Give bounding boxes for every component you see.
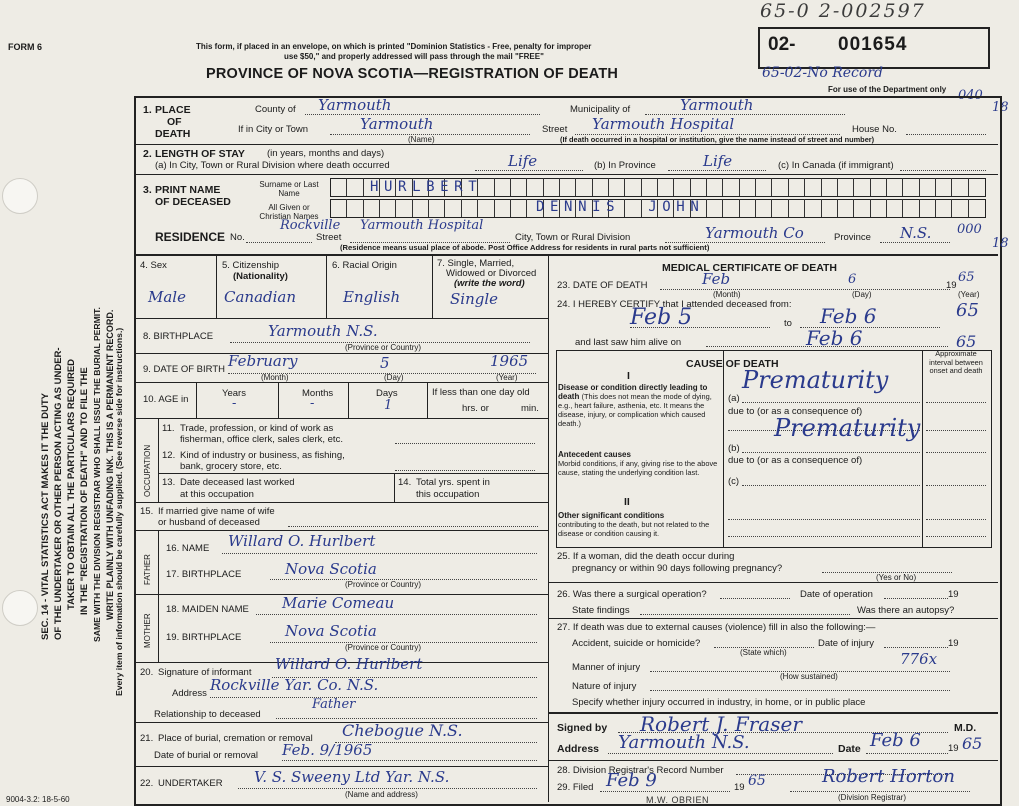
op-year-19: 19 — [948, 589, 959, 600]
side-line-3: TAKER TO OBTAIN ALL THE PARTICULARS REQUIRED — [66, 358, 77, 610]
state-findings-label: State findings — [572, 605, 630, 616]
marital-label-3: (write the word) — [454, 278, 525, 289]
due-to-b: due to (or as a consequence of) — [728, 455, 863, 466]
divider-6 — [136, 382, 548, 383]
q25-line2: pregnancy or within 90 days following pregnancy? — [572, 563, 783, 574]
certify-from-value: Feb 5 — [630, 305, 693, 330]
signer-address-line — [608, 753, 833, 754]
dod-month: Feb — [702, 270, 731, 288]
mail-notice-line-1: This form, if placed in an envelope, on which is printed "Dominion Statistics - Free, penalty for improper — [196, 42, 592, 51]
dod-year-prefix: 19 — [946, 280, 957, 291]
father-side-text: FATHER — [143, 554, 152, 585]
residence-no-label: No. — [230, 232, 245, 243]
residence-no-value: Rockville — [280, 218, 341, 233]
op-date-line — [884, 598, 948, 599]
informant-address-value: Rockville Yar. Co. N.S. — [210, 676, 379, 694]
mother-maiden-value: Marie Comeau — [282, 594, 395, 612]
city-value: Yarmouth — [360, 115, 434, 133]
cause-split-1 — [723, 350, 724, 547]
item13-line2: at this occupation — [180, 489, 254, 500]
informant-label: Signature of informant — [158, 667, 252, 678]
accident-label: Accident, suicide or homicide? — [572, 638, 701, 649]
punch-hole-bottom — [2, 590, 38, 626]
code-18a: 18 — [992, 100, 1009, 115]
divider-9 — [136, 530, 548, 531]
divider-r4 — [549, 760, 998, 761]
informant-num: 20. — [140, 667, 154, 678]
father-side-label — [143, 554, 152, 585]
footer-code: 9004-3.2: 18-5-60 — [6, 795, 70, 804]
disease-label — [558, 383, 722, 428]
residence-province-line — [880, 242, 950, 243]
dod-day: 6 — [848, 272, 857, 287]
residence-street-value: Yarmouth Hospital — [360, 218, 484, 233]
divider-r1 — [549, 582, 998, 583]
code-000: 000 — [957, 222, 982, 237]
side-instructions-1 — [40, 393, 51, 640]
q29-label: 29. Filed — [557, 782, 594, 793]
col-5-6 — [326, 255, 327, 319]
certify-year-a: 65 — [956, 300, 979, 321]
item11-line1: Trade, profession, or kind of work as — [180, 423, 334, 434]
certify-label: 24. I HEREBY CERTIFY that I attended deceased from: — [557, 299, 792, 310]
nature-line — [650, 690, 950, 691]
injury-date-label: Date of injury — [818, 638, 874, 649]
roman-1: I — [627, 370, 630, 382]
autopsy-label: Was there an autopsy? — [857, 605, 955, 616]
age-label: 10. AGE in — [143, 394, 189, 405]
state-findings-line — [640, 614, 850, 615]
divider-2 — [136, 174, 998, 175]
signer-address-label: Address — [557, 743, 600, 755]
father-name-line — [222, 553, 537, 554]
residence-no-line — [246, 242, 312, 243]
place-num: 1. — [143, 104, 152, 116]
specify-label: Specify whether injury occurred in industry, in home, or in public place — [572, 697, 866, 708]
sign-date-line — [866, 753, 948, 754]
other-line-2 — [728, 536, 920, 537]
certify-to-label: to — [784, 318, 792, 329]
certify-year-b: 65 — [956, 332, 977, 351]
citizenship-hint: (Nationality) — [233, 271, 288, 282]
other-label-text: Other significant conditions — [558, 511, 665, 520]
stay-a-line — [475, 170, 583, 171]
burial-place-label: Place of burial, cremation or removal — [158, 733, 313, 744]
other-label — [558, 511, 722, 538]
mother-side-text: MOTHER — [143, 613, 152, 648]
dob-month-hint: (Month) — [261, 373, 289, 382]
approx-label-text: Approximate interval between onset and death — [929, 349, 983, 375]
nature-label: Nature of injury — [572, 681, 637, 692]
side-instructions-5 — [92, 307, 102, 642]
department-note: 65-02-No Record — [762, 65, 883, 81]
form-title: PROVINCE OF NOVA SCOTIA—REGISTRATION OF DEATH — [206, 66, 619, 82]
code-18b: 18 — [992, 236, 1009, 251]
approx-line-1 — [926, 402, 986, 403]
q26-label: 26. Was there a surgical operation? — [557, 589, 707, 600]
dob-year-hint: (Year) — [496, 373, 518, 382]
residence-label: RESIDENCE — [155, 230, 226, 244]
approx-label — [924, 350, 988, 376]
sign-year-prefix: 19 — [948, 743, 959, 754]
approx-line-2 — [926, 430, 986, 431]
roman-2: II — [624, 496, 630, 508]
name-num: 3. — [143, 184, 152, 196]
city-label: If in City or Town — [238, 124, 309, 135]
item12-line — [395, 470, 535, 471]
mother-maiden-line — [256, 614, 537, 615]
dod-label: 23. DATE OF DEATH — [557, 280, 648, 291]
citizenship-label: 5. Citizenship — [222, 260, 280, 271]
municipality-value: Yarmouth — [680, 96, 754, 114]
stay-hint: (in years, months and days) — [267, 148, 385, 159]
burial-place-value: Chebogue N.S. — [342, 721, 463, 740]
residence-street-label: Street — [316, 232, 342, 243]
filed-year: 65 — [748, 773, 766, 789]
cause-b-label: (b) — [728, 443, 740, 454]
item11-line — [395, 443, 535, 444]
column-split — [548, 255, 549, 802]
dod-line — [660, 289, 950, 290]
father-birth-value: Nova Scotia — [285, 560, 377, 578]
burial-date-line — [282, 760, 537, 761]
age-years-label: Years — [222, 388, 246, 399]
sex-value: Male — [148, 288, 186, 306]
place-label-3: DEATH — [155, 128, 191, 140]
alive-value: Feb 6 — [806, 326, 863, 350]
name-label-1: PRINT NAME — [155, 184, 221, 196]
occupation-side-text: OCCUPATION — [143, 444, 152, 497]
col-6-7 — [432, 255, 433, 319]
citizenship-value: Canadian — [224, 288, 297, 306]
sign-date-value: Feb 6 — [870, 730, 921, 751]
relationship-label: Relationship to deceased — [154, 709, 261, 720]
relationship-line — [276, 718, 537, 719]
mother-birth-value: Nova Scotia — [285, 622, 377, 640]
signed-value: Robert J. Fraser — [640, 712, 802, 736]
filed-value: Feb 9 — [606, 770, 657, 791]
injury-year-19: 19 — [948, 638, 959, 649]
residence-division-label: City, Town or Rural Division — [515, 232, 631, 243]
other-hint: contributing to the death, but not related to the disease or condition causing it. — [558, 520, 710, 538]
surname-value: HURLBERT — [370, 179, 483, 195]
occupation-side-line — [158, 418, 159, 502]
undertaker-value: V. S. Sweeny Ltd Yar. N.S. — [254, 768, 450, 786]
mother-birth-label: 19. BIRTHPLACE — [166, 632, 242, 643]
informant-signature: Willard O. Hurlbert — [275, 655, 423, 673]
antecedent-label — [558, 450, 722, 477]
house-label: House No. — [852, 124, 897, 135]
marital-label-2: Widowed or Divorced — [446, 268, 537, 279]
father-side-line — [158, 530, 159, 594]
q26-answer-line — [720, 598, 790, 599]
mother-side-label — [143, 613, 152, 648]
residence-province-value: N.S. — [900, 224, 932, 242]
side-instructions-7 — [114, 328, 124, 696]
code-040: 040 — [958, 88, 983, 103]
age-less-label: If less than one day old — [432, 387, 530, 398]
op-date-label: Date of operation — [800, 589, 873, 600]
approx-line-6 — [926, 536, 986, 537]
item13-line1: Date deceased last worked — [180, 477, 295, 488]
side-line-5: SAME WITH THE DIVISION REGISTRAR WHO SHALL ISSUE THE BURIAL PERMIT. — [92, 307, 102, 642]
stay-b-line — [668, 170, 766, 171]
registrar-hint: (Division Registrar) — [838, 793, 907, 802]
q25-line1: 25. If a woman, did the death occur during — [557, 551, 735, 562]
registration-number: 001654 — [838, 34, 908, 55]
registrar-line — [790, 791, 970, 792]
street-label: Street — [542, 124, 568, 135]
manner-value: 776x — [900, 650, 938, 668]
state-which-hint: (State which) — [740, 648, 787, 657]
county-value: Yarmouth — [318, 96, 392, 114]
mail-notice-line-2: use $50," and properly addressed will pass through the mail "FREE" — [284, 52, 544, 61]
divider-r2 — [549, 618, 998, 619]
item13-num: 13. — [162, 477, 176, 488]
cause-b-line — [742, 452, 920, 453]
item14-line1: Total yrs. spent in — [416, 477, 490, 488]
residence-note: (Residence means usual place of abode. Post Office Address for residents in rural parts not sufficient) — [340, 243, 710, 252]
divider-3 — [136, 254, 998, 256]
disease-hint: (This does not mean the mode of dying, e.g., heart failure, asthenia, etc. It means the disease, injury, or complication which caused death.) — [558, 392, 712, 428]
age-min-label: min. — [521, 403, 539, 414]
side-line-2: OF THE UNDERTAKER OR OTHER PERSON ACTING AS UNDER- — [53, 347, 64, 640]
burial-date-label: Date of burial or removal — [154, 750, 259, 761]
place-label-2: OF — [167, 116, 182, 128]
item12-line1: Kind of industry or business, as fishing, — [180, 450, 345, 461]
how-sustained-hint: (How sustained) — [780, 672, 838, 681]
side-line-1: SEC. 14 - VITAL STATISTICS ACT MAKES IT THE DUTY — [40, 392, 51, 640]
mother-birth-hint: (Province or Country) — [345, 643, 422, 652]
dod-year-hint: (Year) — [958, 290, 980, 299]
father-name-value: Willard O. Hurlbert — [228, 532, 376, 550]
stay-label: LENGTH OF STAY — [155, 148, 245, 160]
manner-label: Manner of injury — [572, 662, 641, 673]
stay-b-value: Life — [703, 152, 733, 170]
side-line-7: Every item of information should be carefully supplied. (See reverse side for instructions.) — [114, 327, 124, 696]
item14-num: 14. — [398, 477, 412, 488]
stay-num: 2. — [143, 148, 152, 160]
item12-num: 12. — [162, 450, 176, 461]
burial-num: 21. — [140, 733, 154, 744]
given-value: DENNIS JOHN — [536, 199, 705, 215]
given-label-text: All Given or Christian Names — [259, 203, 319, 221]
informant-address-label: Address — [172, 688, 207, 699]
street-value: Yarmouth Hospital — [592, 115, 735, 133]
registrar-signature: Robert Horton — [822, 766, 955, 787]
place-label-1: PLACE — [155, 104, 191, 116]
father-name-label: 16. NAME — [166, 543, 210, 554]
q27-label: 27. If death was due to external causes (violence) fill in also the following:— — [557, 622, 876, 633]
col-4-5 — [216, 255, 217, 319]
hospital-note: (If death occurred in a hospital or institution, give the name instead of street and number) — [560, 135, 875, 144]
municipality-label: Municipality of — [570, 104, 631, 115]
dod-month-hint: (Month) — [713, 290, 741, 299]
cause-a-line — [742, 402, 920, 403]
age-hrs-label: hrs. or — [462, 403, 489, 414]
divider-1 — [136, 144, 998, 145]
side-line-4: IN THE "REGISTRATION OF DEATH" AND TO FILE THE — [79, 367, 90, 615]
dob-month: February — [228, 352, 298, 370]
cause-a-label: (a) — [728, 393, 740, 404]
side-instructions-2 — [53, 347, 64, 640]
undertaker-line — [238, 788, 537, 789]
item11-line2: fisherman, office clerk, sales clerk, etc. — [180, 434, 343, 445]
side-instructions-3 — [66, 359, 77, 610]
item15-num: 15. — [140, 506, 154, 517]
cause-title: CAUSE OF DEATH — [686, 358, 779, 370]
divider-5 — [136, 353, 548, 354]
md-label: M.D. — [954, 722, 977, 734]
age-col-4 — [427, 382, 428, 418]
item15-line — [288, 526, 538, 527]
cause-split-2 — [922, 350, 923, 547]
name-label-2: OF DECEASED — [155, 196, 231, 208]
side-line-6: WRITE PLAINLY WITH UNFADING INK. THIS IS A PERMANENT RECORD. — [105, 309, 115, 620]
age-months-label: Months — [302, 388, 334, 399]
side-instructions-4 — [79, 367, 90, 615]
approx-line-3 — [926, 452, 986, 453]
filed-line — [600, 791, 730, 792]
corner-handwritten-number: 65-0 2-002597 — [760, 0, 926, 22]
certify-to-value: Feb 6 — [820, 304, 877, 328]
signer-address-value: Yarmouth N.S. — [618, 732, 750, 753]
city-name-hint: (Name) — [408, 135, 435, 144]
dob-day-hint: (Day) — [384, 373, 404, 382]
approx-line-4 — [926, 485, 986, 486]
item15-line2: or husband of deceased — [158, 517, 260, 528]
burial-date-value: Feb. 9/1965 — [282, 741, 373, 759]
father-birth-hint: (Province or Country) — [345, 580, 422, 589]
cause-a-value: Prematurity — [742, 366, 889, 394]
marital-label-1: 7. Single, Married, — [437, 258, 515, 269]
racial-label: 6. Racial Origin — [332, 260, 397, 271]
undertaker-label: UNDERTAKER — [158, 778, 223, 789]
age-col-3 — [348, 382, 349, 418]
other-line-1 — [728, 519, 920, 520]
dob-day: 5 — [380, 354, 390, 372]
medical-title: MEDICAL CERTIFICATE OF DEATH — [662, 262, 837, 274]
antecedent-label-text: Antecedent causes — [558, 450, 631, 459]
disease-label-text: Disease or condition directly leading to death — [558, 383, 708, 401]
house-line — [906, 134, 986, 135]
q28-label: 28. Division Registrar's Record Number — [557, 765, 724, 776]
stay-a-value: Life — [508, 152, 538, 170]
department-use-label: For use of the Department only — [828, 85, 947, 94]
racial-value: English — [343, 288, 401, 306]
residence-division-value: Yarmouth Co — [705, 224, 804, 242]
registrar-stamp: M.W. OBRIEN — [646, 795, 710, 805]
sign-year: 65 — [962, 734, 983, 753]
birthplace-hint: (Province or Country) — [345, 343, 422, 352]
q25-hint: (Yes or No) — [876, 573, 917, 582]
age-years-value: - — [232, 396, 237, 411]
form-label: FORM 6 — [8, 42, 43, 52]
sex-label: 4. Sex — [140, 260, 167, 271]
county-label: County of — [255, 104, 296, 115]
marital-value: Single — [450, 290, 499, 308]
occupation-side-label — [143, 445, 152, 497]
item14-line2: this occupation — [416, 489, 480, 500]
item13-14-split — [394, 473, 395, 502]
age-months-value: - — [310, 396, 315, 411]
registration-prefix: 02- — [768, 34, 796, 55]
age-days-label: Days — [376, 388, 398, 399]
undertaker-hint: (Name and address) — [345, 790, 418, 799]
dob-label: 9. DATE OF BIRTH — [143, 364, 225, 375]
mother-maiden-label: 18. MAIDEN NAME — [166, 604, 249, 615]
item12-line2: bank, grocery store, etc. — [180, 461, 282, 472]
surname-label — [254, 180, 324, 198]
divider-13 — [136, 766, 548, 767]
undertaker-num: 22. — [140, 778, 154, 789]
age-days-value: 1 — [384, 398, 393, 413]
dod-day-hint: (Day) — [852, 290, 872, 299]
punch-hole-top — [2, 178, 38, 214]
relationship-value: Father — [312, 697, 356, 712]
signed-label: Signed by — [557, 722, 608, 734]
divider-7 — [136, 418, 548, 419]
alive-label: and last saw him alive on — [575, 337, 682, 348]
surname-label-text: Surname or Last Name — [259, 180, 319, 198]
item15-line1: If married give name of wife — [158, 506, 275, 517]
occupation-divider — [158, 473, 548, 474]
approx-line-5 — [926, 519, 986, 520]
residence-province-label: Province — [834, 232, 871, 243]
stay-b-label: (b) In Province — [594, 160, 656, 171]
dob-year: 1965 — [490, 352, 529, 370]
due-to-a: due to (or as a consequence of) — [728, 406, 863, 417]
age-col-2 — [278, 382, 279, 418]
stay-c-line — [900, 170, 986, 171]
cause-c-label: (c) — [728, 476, 740, 487]
mother-side-line — [158, 594, 159, 662]
dod-year: 65 — [958, 270, 975, 285]
sign-date-label: Date — [838, 743, 861, 755]
birthplace-label: 8. BIRTHPLACE — [143, 331, 214, 342]
cause-c-line — [742, 485, 920, 486]
informant-address-line — [210, 697, 537, 698]
injury-date-line — [884, 647, 948, 648]
birthplace-value: Yarmouth N.S. — [268, 322, 378, 340]
age-col-1 — [196, 382, 197, 418]
cause-b-value: Prematurity — [774, 414, 921, 442]
stay-c-label: (c) In Canada (if immigrant) — [778, 160, 894, 171]
filed-year-prefix: 19 — [734, 782, 745, 793]
antecedent-hint: Morbid conditions, if any, giving rise to the above cause, stating the underlying condition last. — [558, 459, 718, 477]
father-birth-label: 17. BIRTHPLACE — [166, 569, 242, 580]
stay-a-label: (a) In City, Town or Rural Division where death occurred — [155, 160, 390, 171]
divider-8 — [136, 502, 548, 503]
item11-num: 11. — [162, 423, 175, 434]
divider-4 — [136, 318, 548, 319]
